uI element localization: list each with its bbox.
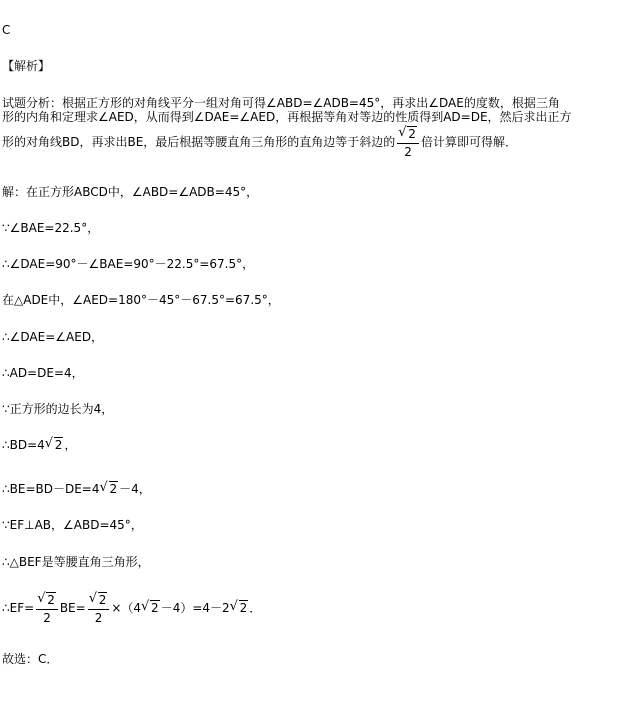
step-2: ∵∠BAE=22.5°， bbox=[2, 221, 100, 235]
step-bd: ∴BD=4√ 2 ， bbox=[2, 438, 76, 452]
sqrt-symbol: √ 2 bbox=[45, 438, 64, 452]
sqrt2-over-2-fraction: √ $\frac{2}{2}$ bbox=[397, 126, 419, 159]
step-3: ∴∠DAE=90°－∠BAE=90°－22.5°=67.5°， bbox=[2, 257, 255, 271]
step-6: ∴AD=DE=4， bbox=[2, 366, 84, 380]
conclusion: 故选：C． bbox=[2, 652, 59, 666]
sqrt-symbol: √ 2 bbox=[89, 592, 108, 608]
analysis-line-3-end: 倍计算即可得解． bbox=[420, 135, 517, 149]
analysis-line-3-text: 形的对角线BD，再求出BE，最后根据等腰直角三角形的直角边等于斜边的 bbox=[2, 135, 396, 149]
sqrt-symbol: √ 2 bbox=[141, 601, 160, 615]
analysis-line-1: 试题分析：根据正方形的对角线平分一组对角可得∠ABD=∠ADB=45°，再求出∠DAE的度数，根据三角 bbox=[2, 96, 560, 110]
step-5: ∴∠DAE=∠AED， bbox=[2, 330, 104, 344]
analysis-line-2: 形的内角和定理求∠AED，从而得到∠DAE=∠AED，再根据等角对等边的性质得到AD=DE，然后求出正方 bbox=[2, 110, 572, 124]
step-be: ∴BE=BD－DE=4√ 2 －4， bbox=[2, 482, 151, 496]
sqrt2-over-2-fraction: √ $\frac{2}{2}$ bbox=[36, 592, 58, 625]
sqrt-symbol: √ 2 bbox=[398, 126, 417, 142]
step-ef-perp: ∵EF⊥AB，∠ABD=45°， bbox=[2, 518, 143, 532]
step-1: 解：在正方形ABCD中，∠ABD=∠ADB=45°， bbox=[2, 185, 259, 199]
sqrt-symbol: √ 2 bbox=[37, 592, 56, 608]
step-4: 在△ADE中，∠AED=180°－45°－67.5°=67.5°， bbox=[2, 293, 280, 307]
answer-letter: C bbox=[2, 23, 11, 37]
sqrt-symbol: √ 2 bbox=[230, 601, 249, 615]
sqrt-symbol: √ 2 bbox=[100, 482, 119, 496]
analysis-heading: 【解析】 bbox=[2, 59, 51, 73]
step-isosceles: ∴△BEF是等腰直角三角形， bbox=[2, 555, 150, 569]
sqrt2-over-2-fraction: √ $\frac{2}{2}$ bbox=[88, 592, 110, 625]
step-7: ∵正方形的边长为4， bbox=[2, 402, 114, 416]
step-ef-calc: ∴EF= √ $\frac{2}{2}$ BE= √ $\frac{2}{2}$ ×（4√ 2 －4）=4－2√ 2 ． bbox=[2, 592, 261, 625]
analysis-line-3 bbox=[2, 126, 517, 159]
